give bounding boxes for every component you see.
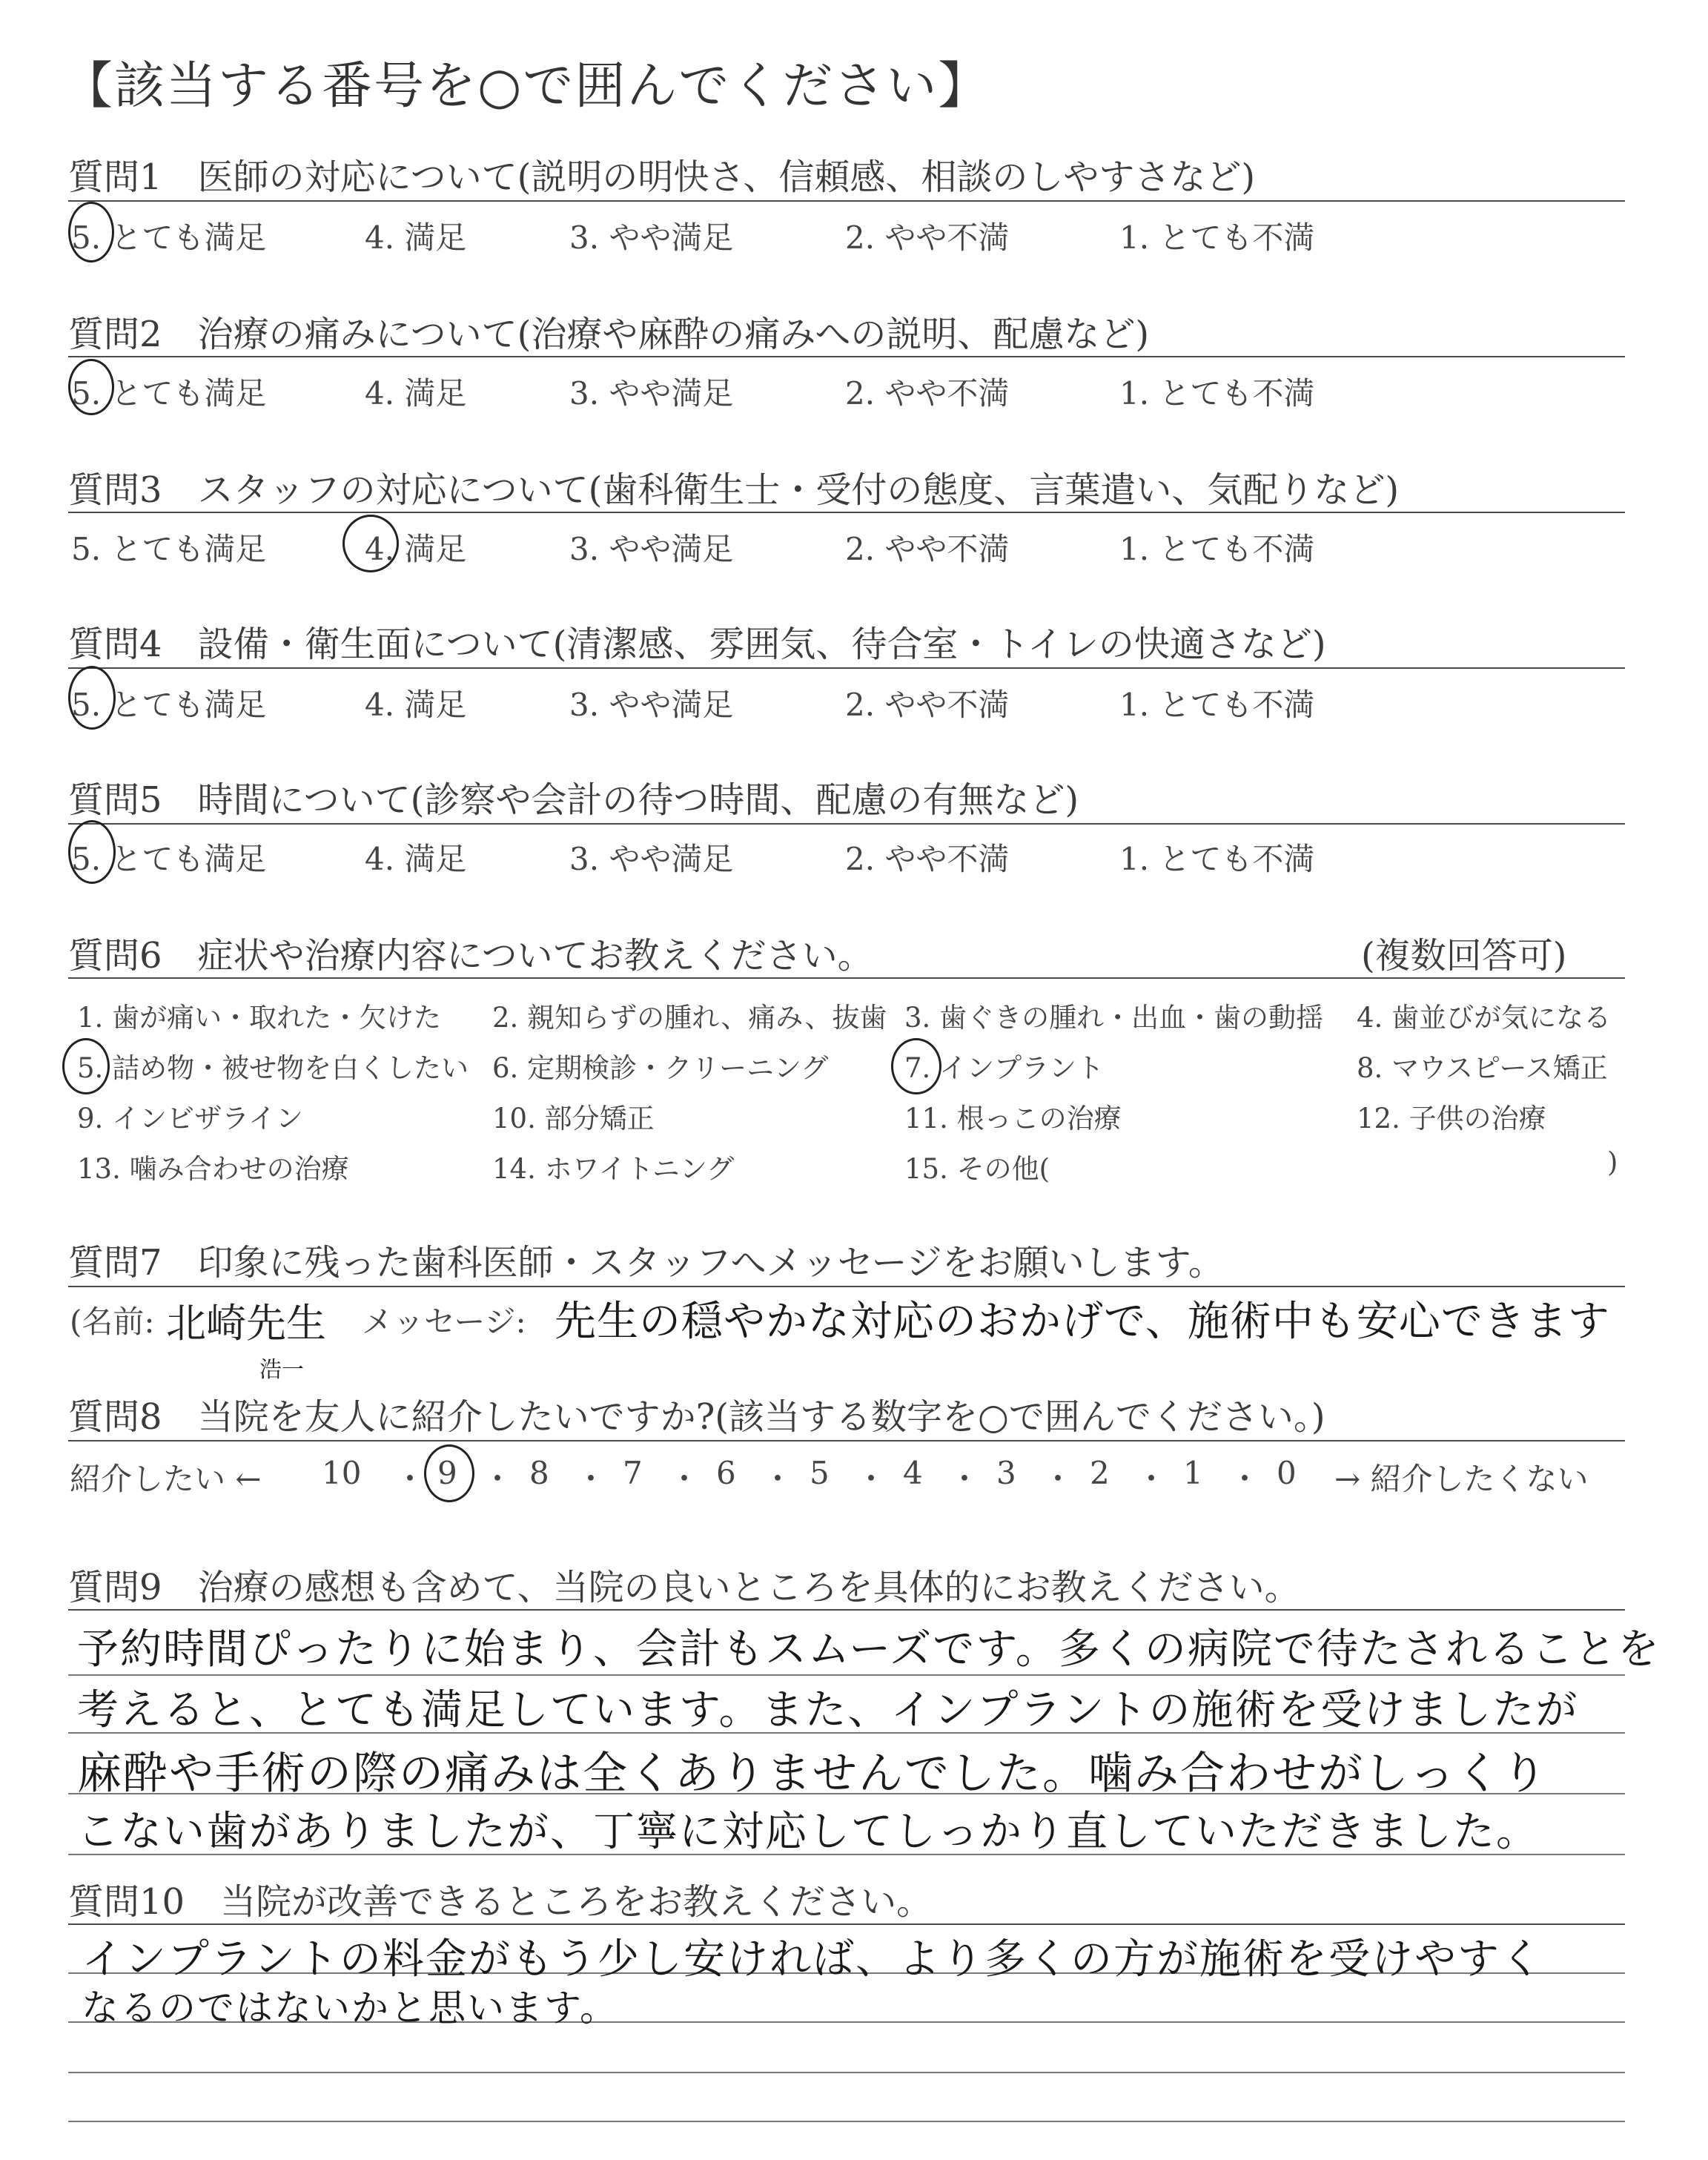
q6-item-15-close: ) — [1607, 1146, 1618, 1178]
q8-dot: ・ — [949, 1461, 981, 1497]
q3-answer-circle — [342, 515, 399, 572]
q10-label: 質問10 — [68, 1881, 185, 1923]
q10-line — [68, 2121, 1625, 2122]
q4-opt-3[interactable]: 3. やや満足 — [569, 687, 734, 723]
q6-item-3[interactable]: 3. 歯ぐきの腫れ・出血・歯の動揺 — [904, 1002, 1324, 1034]
q9-label: 質問9 — [68, 1567, 162, 1608]
q10-answer-line-2: なるのではないかと思います。 — [82, 1986, 618, 2029]
q5-rule — [68, 823, 1625, 825]
q6-item-11[interactable]: 11. 根っこの治療 — [904, 1103, 1122, 1135]
q9-title — [68, 1559, 1300, 1610]
q8-dot: ・ — [575, 1461, 607, 1497]
q5-text: 時間について(診察や会計の待つ時間、配慮の有無など) — [197, 779, 1079, 821]
q1-rule — [68, 200, 1625, 202]
page-header: 【該当する番号を○で囲んでください】 — [62, 57, 990, 116]
q3-opt-2[interactable]: 2. やや不満 — [845, 531, 1010, 567]
q6-note: (複数回答可) — [1361, 935, 1567, 977]
q2-title — [68, 305, 1149, 357]
q6-item-1[interactable]: 1. 歯が痛い・取れた・欠けた — [77, 1002, 442, 1034]
q6-item-15[interactable]: 15. その他( — [904, 1153, 1050, 1185]
q4-answer-circle — [68, 666, 116, 730]
q10-title — [68, 1873, 932, 1924]
q8-scale-9[interactable]: 9 — [437, 1455, 457, 1491]
q7-name-sub-handwritten: 浩一 — [259, 1357, 304, 1383]
q3-opt-5[interactable]: 5. とても満足 — [71, 531, 267, 567]
q8-title — [68, 1388, 1325, 1439]
q10-text: 当院が改善できるところをお教えください。 — [220, 1881, 933, 1923]
q8-dot: ・ — [855, 1461, 887, 1497]
q8-left-label: 紹介したい ← — [70, 1461, 262, 1497]
q2-rule — [68, 356, 1625, 357]
q7-name-label: (名前: — [70, 1304, 155, 1340]
q9-answer-line-2: 考えると、とても満足しています。また、インプラントの施術を受けましたが — [77, 1686, 1579, 1734]
q2-opt-4[interactable]: 4. 満足 — [365, 375, 467, 412]
q8-dot: ・ — [482, 1461, 514, 1497]
q8-scale-5[interactable]: 5 — [810, 1455, 830, 1491]
q1-opt-2[interactable]: 2. やや不満 — [845, 219, 1010, 256]
q6-selected-circle-5 — [62, 1038, 110, 1094]
q8-dot: ・ — [394, 1461, 426, 1497]
q8-label: 質問8 — [68, 1396, 162, 1438]
q8-dot: ・ — [762, 1461, 794, 1497]
q6-item-4[interactable]: 4. 歯並びが気になる — [1357, 1002, 1612, 1034]
q6-item-10[interactable]: 10. 部分矯正 — [492, 1103, 655, 1135]
q5-title — [68, 771, 1079, 822]
q4-opt-2[interactable]: 2. やや不満 — [845, 687, 1010, 723]
q5-opt-2[interactable]: 2. やや不満 — [845, 841, 1010, 877]
q4-text: 設備・衛生面について(清潔感、雰囲気、待合室・トイレの快適さなど) — [197, 624, 1326, 665]
q8-dot: ・ — [1229, 1461, 1261, 1497]
q8-scale-3[interactable]: 3 — [996, 1455, 1016, 1491]
q8-scale-4[interactable]: 4 — [903, 1455, 923, 1491]
q8-text: 当院を友人に紹介したいですか?(該当する数字を○で囲んでください。) — [197, 1396, 1325, 1438]
q2-text: 治療の痛みについて(治療や麻酔の痛みへの説明、配慮など) — [197, 314, 1150, 355]
q7-rule — [68, 1286, 1625, 1287]
q4-rule — [68, 667, 1625, 669]
q6-item-6[interactable]: 6. 定期検診・クリーニング — [492, 1052, 829, 1084]
q10-answer-line-1: インプラントの料金がもう少し安ければ、より多くの方が施術を受けやすく — [82, 1935, 1543, 1984]
q3-rule — [68, 512, 1625, 513]
q8-selected-circle — [424, 1444, 474, 1502]
q6-item-7[interactable]: 7. インプラント — [904, 1052, 1105, 1084]
q7-name-handwritten: 北崎先生 — [166, 1300, 326, 1347]
q5-opt-5[interactable]: 5. とても満足 — [71, 841, 267, 877]
q2-answer-circle — [68, 359, 114, 415]
q9-answer-line-4: こない歯がありましたが、丁寧に対応してしっかり直していただきました。 — [77, 1808, 1539, 1856]
q7-title — [68, 1234, 1224, 1285]
q8-scale-2[interactable]: 2 — [1090, 1455, 1110, 1491]
q6-title — [68, 927, 873, 978]
q6-label: 質問6 — [68, 935, 162, 977]
q3-label: 質問3 — [68, 469, 162, 511]
q4-opt-1[interactable]: 1. とても不満 — [1119, 687, 1315, 723]
q2-opt-2[interactable]: 2. やや不満 — [845, 375, 1010, 412]
q1-opt-1[interactable]: 1. とても不満 — [1119, 219, 1315, 256]
q7-message-handwritten: 先生の穏やかな対応のおかげで、施術中も安心できます — [555, 1298, 1610, 1346]
q2-opt-1[interactable]: 1. とても不満 — [1119, 375, 1315, 412]
q8-right-label: → 紹介したくない — [1334, 1461, 1589, 1497]
q9-text: 治療の感想も含めて、当院の良いところを具体的にお教えください。 — [197, 1567, 1300, 1608]
q8-dot: ・ — [669, 1461, 701, 1497]
q5-label: 質問5 — [68, 779, 162, 821]
q8-dot: ・ — [1042, 1461, 1074, 1497]
q8-scale-0[interactable]: 0 — [1277, 1455, 1297, 1491]
q6-rule — [68, 977, 1625, 979]
q2-opt-5[interactable]: 5. とても満足 — [71, 375, 267, 412]
q6-selected-circle-7 — [891, 1038, 941, 1094]
q4-opt-4[interactable]: 4. 満足 — [365, 687, 467, 723]
q10-rule — [68, 1923, 1625, 1925]
q3-text: スタッフの対応について(歯科衛生士・受付の態度、言葉遣い、気配りなど) — [197, 469, 1400, 511]
q9-rule — [68, 1609, 1625, 1611]
q5-opt-1[interactable]: 1. とても不満 — [1119, 841, 1315, 877]
q8-rule — [68, 1440, 1625, 1441]
q6-text: 症状や治療内容についてお教えください。 — [197, 935, 873, 977]
q7-message-label: メッセージ: — [362, 1304, 526, 1340]
q7-label: 質問7 — [68, 1242, 162, 1284]
q2-opt-3[interactable]: 3. やや満足 — [569, 375, 734, 412]
q7-text: 印象に残った歯科医師・スタッフへメッセージをお願いします。 — [197, 1242, 1224, 1284]
q1-text: 医師の対応について(説明の明快さ、信頼感、相談のしやすさなど) — [197, 156, 1256, 198]
q6-item-12[interactable]: 12. 子供の治療 — [1357, 1103, 1546, 1135]
q2-label: 質問2 — [68, 314, 162, 355]
q4-opt-5[interactable]: 5. とても満足 — [71, 687, 267, 723]
q1-title — [68, 148, 1255, 199]
q10-line — [68, 2072, 1625, 2073]
q1-opt-4[interactable]: 4. 満足 — [365, 219, 467, 256]
q4-title — [68, 615, 1326, 667]
q4-label: 質問4 — [68, 624, 162, 665]
q8-scale-8[interactable]: 8 — [529, 1455, 549, 1491]
q5-opt-3[interactable]: 3. やや満足 — [569, 841, 734, 877]
q3-opt-1[interactable]: 1. とても不満 — [1119, 531, 1315, 567]
q1-opt-5[interactable]: 5. とても満足 — [71, 219, 267, 256]
q3-title — [68, 461, 1399, 512]
q8-scale-6[interactable]: 6 — [716, 1455, 736, 1491]
q9-answer-line-3: 麻酔や手術の際の痛みは全くありませんでした。噛み合わせがしっくり — [77, 1748, 1548, 1800]
q6-item-14[interactable]: 14. ホワイトニング — [492, 1153, 735, 1185]
q1-opt-3[interactable]: 3. やや満足 — [569, 219, 734, 256]
q8-scale-1[interactable]: 1 — [1183, 1455, 1203, 1491]
q8-scale-10[interactable]: 10 — [322, 1455, 362, 1491]
q5-opt-4[interactable]: 4. 満足 — [365, 841, 467, 877]
q9-answer-line-1: 予約時間ぴったりに始まり、会計もスムーズです。多くの病院で待たされることを — [77, 1625, 1661, 1674]
q3-opt-3[interactable]: 3. やや満足 — [569, 531, 734, 567]
q8-scale-7[interactable]: 7 — [623, 1455, 643, 1491]
q1-label: 質問1 — [68, 156, 162, 198]
q5-answer-circle — [68, 820, 116, 884]
q6-item-2[interactable]: 2. 親知らずの腫れ、痛み、抜歯 — [492, 1002, 887, 1034]
q8-dot: ・ — [1136, 1461, 1168, 1497]
q6-item-9[interactable]: 9. インビザライン — [77, 1103, 303, 1135]
q3-opt-4[interactable]: 4. 満足 — [365, 531, 467, 567]
q6-item-5[interactable]: 5. 詰め物・被せ物を白くしたい — [77, 1052, 469, 1084]
q1-answer-circle — [68, 202, 114, 262]
q6-item-8[interactable]: 8. マウスピース矯正 — [1357, 1052, 1608, 1084]
q6-item-13[interactable]: 13. 噛み合わせの治療 — [77, 1153, 349, 1185]
